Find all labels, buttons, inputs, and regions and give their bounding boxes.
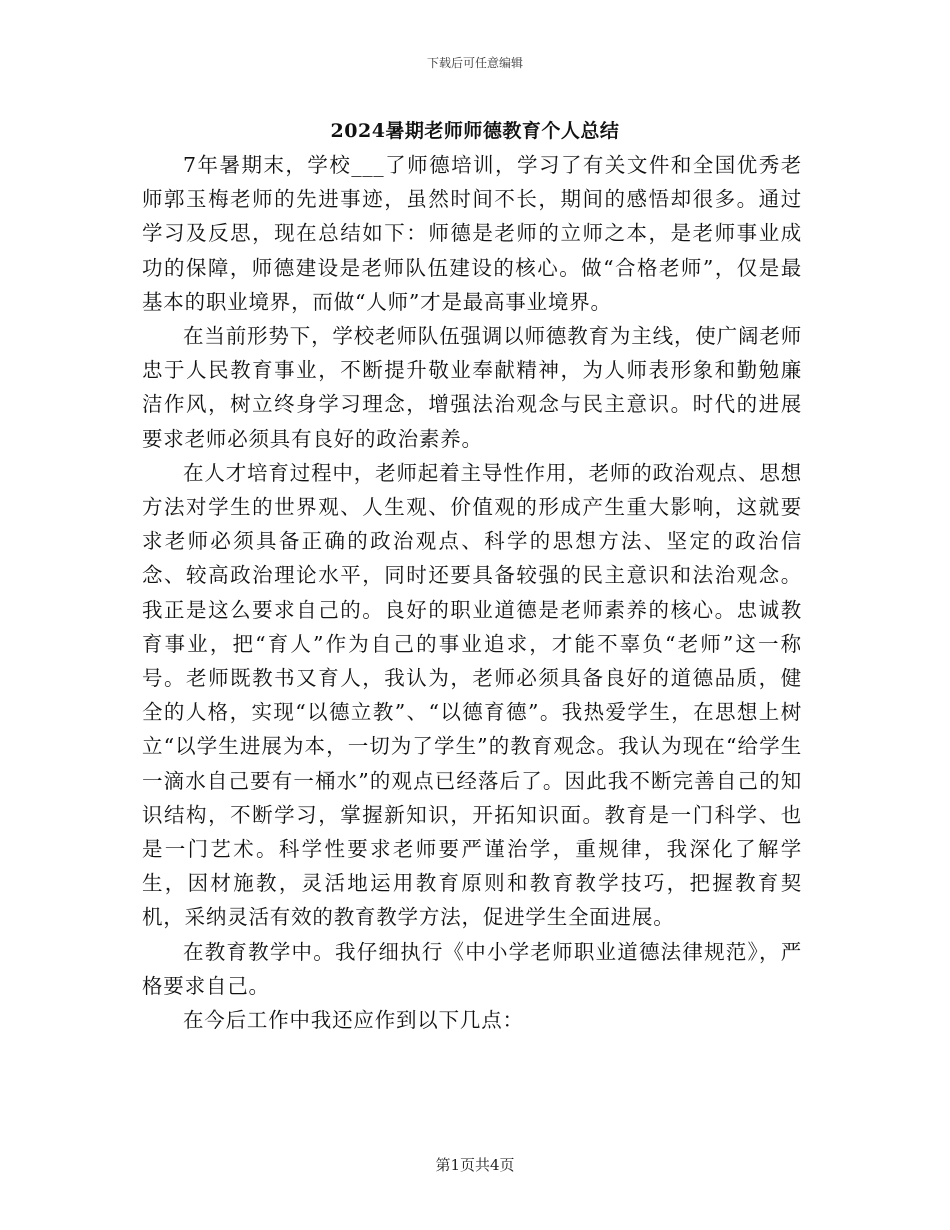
paragraph-1: 7年暑期末，学校___了师德培训，学习了有关文件和全国优秀老师郭玉梅老师的先进事迹，虽然时间不长，期间的感悟却很多。通过学习及反思，现在总结如下：师德是老师的立师之本，是老师事业成功的保障，师德建设是老师队伍建设的核心。做“合格老师”，仅是最基本的职业境界，而做“人师”才是最高事业境界。 [142,153,802,314]
paragraph-4: 在教育教学中。我仔细执行《中小学老师职业道德法律规范》，严格要求自己。 [142,939,802,998]
paragraph-5: 在今后工作中我还应作到以下几点： [183,1008,524,1033]
document-title: 2024暑期老师师德教育个人总结 [330,120,620,142]
paragraph-3: 在人才培育过程中，老师起着主导性作用，老师的政治观点、思想方法对学生的世界观、人生观、价值观的形成产生重大影响，这就要求老师必须具备正确的政治观点、科学的思想方法、坚定的政治信念、较高政治理论水平，同时还要具备较强的民主意识和法治观念。我正是这么要求自己的。良好的职业道德是老师素养的核心。忠诚教育事业，把“育人”作为自己的事业追求，才能不辜负“老师”这一称号。老师既教书又育人，我认为，老师必须具备良好的道德品质，健全的人格，实现“以德立教”、“以德育德”。我热爱学生，在思想上树立“以学生进展为本，一切为了学生”的教育观念。我认为现在“给学生一滴水自己要有一桶水”的观点已经落后了。因此我不断完善自己的知识结构，不断学习，掌握新知识，开拓知识面。教育是一门科学、也是一门艺术。科学性要求老师要严谨治学，重规律，我深化了解学生，因材施教，灵活地运用教育原则和教育教学技巧，把握教育契机，采纳灵活有效的教育教学方法，促进学生全面进展。 [142,460,802,930]
document-body [142,148,802,1037]
header-note: 下载后可任意编辑 [426,56,523,70]
paragraph-2: 在当前形势下，学校老师队伍强调以师德教育为主线，使广阔老师忠于人民教育事业，不断提升敬业奉献精神，为人师表形象和勤勉廉洁作风，树立终身学习理念，增强法治观念与民主意识。时代的进展要求老师必须具有良好的政治素养。 [142,324,802,451]
page-indicator: 第1页共4页 [435,1156,515,1174]
